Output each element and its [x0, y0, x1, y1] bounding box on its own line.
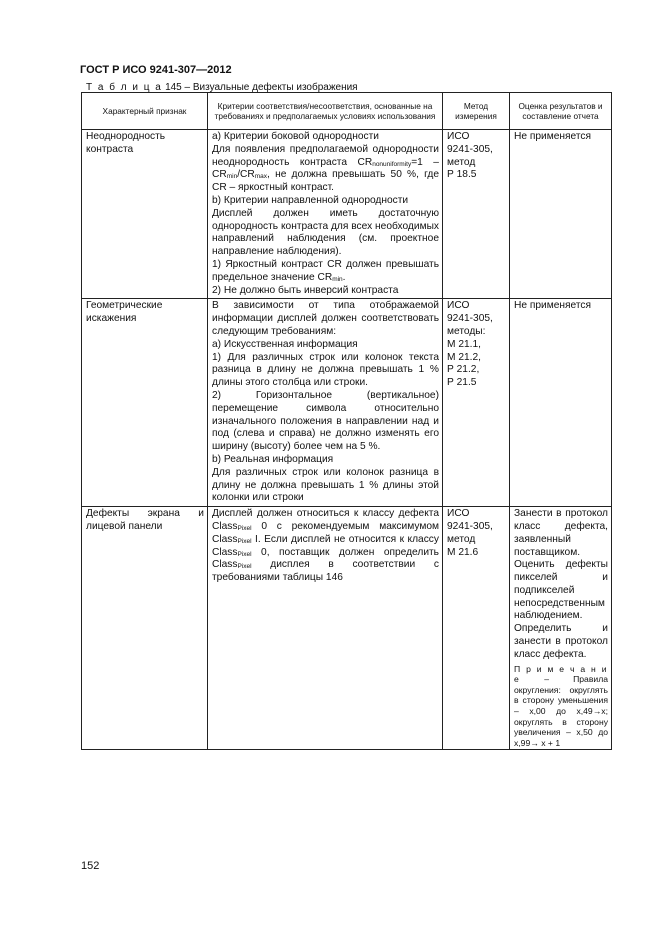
method-cell: [443, 299, 510, 507]
table-row: [82, 299, 612, 507]
feature-cell: Геометрические искажения: [82, 299, 208, 507]
evaluation-cell: Не применяется: [510, 299, 612, 507]
criteria-text: , не должна превышать 50 %, где CR – яркостный контраст.: [212, 169, 439, 194]
method-cell: [443, 130, 510, 299]
column-header-evaluation: Оценка результатов и составление отчета: [510, 93, 612, 130]
method-line: М 21.2,: [447, 351, 481, 363]
document-header: ГОСТ Р ИСО 9241-307—2012: [80, 64, 232, 76]
method-line: метод: [447, 156, 476, 168]
cr-subscript: min: [226, 173, 238, 181]
class-subscript: Pixel: [237, 563, 252, 571]
criteria-paragraph: Дисплей должен иметь достаточную однородность контраста для всех необходимых направлений наблюдения (см. проектное направление наблюдения).: [212, 207, 439, 258]
method-line: методы:: [447, 325, 486, 337]
class-subscript: Pixel: [237, 537, 252, 545]
method-line: Р 21.5: [447, 377, 477, 389]
page-number: 152: [81, 860, 100, 872]
cr-subscript: nonuniformity: [372, 160, 412, 168]
table-caption-prefix: Т а б л и ц а: [86, 82, 163, 93]
note-label: П р и м е ч а н и е: [514, 663, 608, 685]
criteria-text: /: [237, 169, 241, 181]
method-line: ИСО: [447, 300, 470, 312]
criteria-line: а) Критерии боковой однородности: [212, 131, 379, 142]
criteria-line: b) Реальная информация: [212, 453, 334, 465]
criteria-cell: [208, 507, 443, 750]
criteria-paragraph: [212, 259, 439, 285]
criteria-paragraph: [212, 144, 439, 195]
column-header-criteria: Критерии соответствия/несоответствия, основанные на требованиях и предполагаемых условиях использования: [208, 93, 443, 130]
evaluation-cell: Не применяется: [510, 130, 612, 299]
evaluation-paragraph: Оценить дефекты пикселей и подпикселей непосредственным наблюдением.: [514, 559, 608, 622]
method-line: М 21.1,: [447, 338, 481, 350]
class-subscript: Pixel: [237, 524, 252, 532]
table-header-row: [82, 93, 612, 130]
criteria-paragraph: 1) Для различных строк или колонок текста разница в длину не должна превышать 1 % длины этого столбца или строки.: [212, 351, 439, 389]
evaluation-paragraph: Занести в протокол класс дефекта, заявленный поставщиком.: [514, 508, 608, 558]
criteria-text: .: [342, 271, 346, 283]
cr-symbol: CR: [240, 169, 255, 181]
cr-subscript: min: [332, 275, 343, 283]
column-header-method: Метод измерения: [443, 93, 510, 130]
criteria-line: b) Критерии направленной однородности: [212, 194, 409, 206]
criteria-paragraph: В зависимости от типа отображаемой информации дисплей должен соответствовать следующим требованиям:: [212, 300, 439, 337]
criteria-cell: [208, 130, 443, 299]
cr-symbol: CR: [357, 156, 373, 168]
method-line: М 21.6: [447, 546, 479, 558]
class-subscript: Pixel: [237, 550, 252, 558]
method-line: ИСО: [447, 508, 470, 520]
criteria-text: I. Если дисплей не относится к классу Class: [212, 533, 439, 558]
criteria-text: =1 –: [411, 156, 439, 168]
criteria-line: а) Искусственная информация: [212, 338, 358, 350]
table-row: [82, 507, 612, 750]
criteria-paragraph: 2) Горизонтальное (вертикальное) перемещение символа относительно изначального положения в направлении над и под (слева и справа) не должно изменять его ширину (высоту) более чем на 5 %.: [212, 389, 439, 453]
method-line: 9241-305,: [447, 143, 493, 155]
cr-symbol: CR: [212, 169, 227, 181]
criteria-text: 0, поставщик должен определить Class: [212, 546, 439, 571]
defects-table: [81, 92, 612, 750]
evaluation-cell: [510, 507, 612, 750]
rounding-note: [514, 664, 608, 749]
method-cell: [443, 507, 510, 750]
method-line: 9241-305,: [447, 313, 493, 325]
table-row: [82, 130, 612, 299]
criteria-paragraph: Для различных строк или колонок разница в длину не должна превышать 1 % длины этой колонки или строки: [212, 466, 439, 504]
method-line: Р 21.2,: [447, 364, 480, 376]
method-line: Р 18.5: [447, 169, 477, 181]
cr-subscript: max: [254, 173, 268, 181]
criteria-text: 0 с рекомендуемым максимумом Class: [212, 520, 439, 545]
evaluation-paragraph: Определить и занести в протокол класс дефекта.: [514, 623, 608, 660]
feature-cell: Дефекты экрана и лицевой панели: [82, 507, 208, 750]
criteria-text: Для появления предполагаемой однородности неоднородность контраста: [212, 143, 439, 168]
method-line: метод: [447, 533, 476, 545]
column-header-feature: Характерный признак: [82, 93, 208, 130]
feature-cell: Неоднородность контраста: [82, 130, 208, 299]
criteria-text: Дисплей должен относиться к классу дефекта Class: [212, 508, 439, 532]
criteria-line: 2) Не должно быть инверсий контраста: [212, 284, 399, 296]
method-line: ИСО: [447, 131, 470, 142]
method-line: 9241-305,: [447, 520, 493, 532]
note-text: – Правила округления: округлять в сторону уменьшения – x,00 до x,49→x; округлять в сторону увеличения – x,50 до x,99→ x + 1: [514, 674, 608, 748]
criteria-cell: [208, 299, 443, 507]
criteria-text: дисплея в соответствии с требованиями таблицы 146: [212, 559, 439, 584]
table-caption-text: 145 – Визуальные дефекты изображения: [165, 82, 358, 93]
criteria-text: 1) Яркостный контраст CR должен превышать предельное значение CR: [212, 258, 439, 283]
